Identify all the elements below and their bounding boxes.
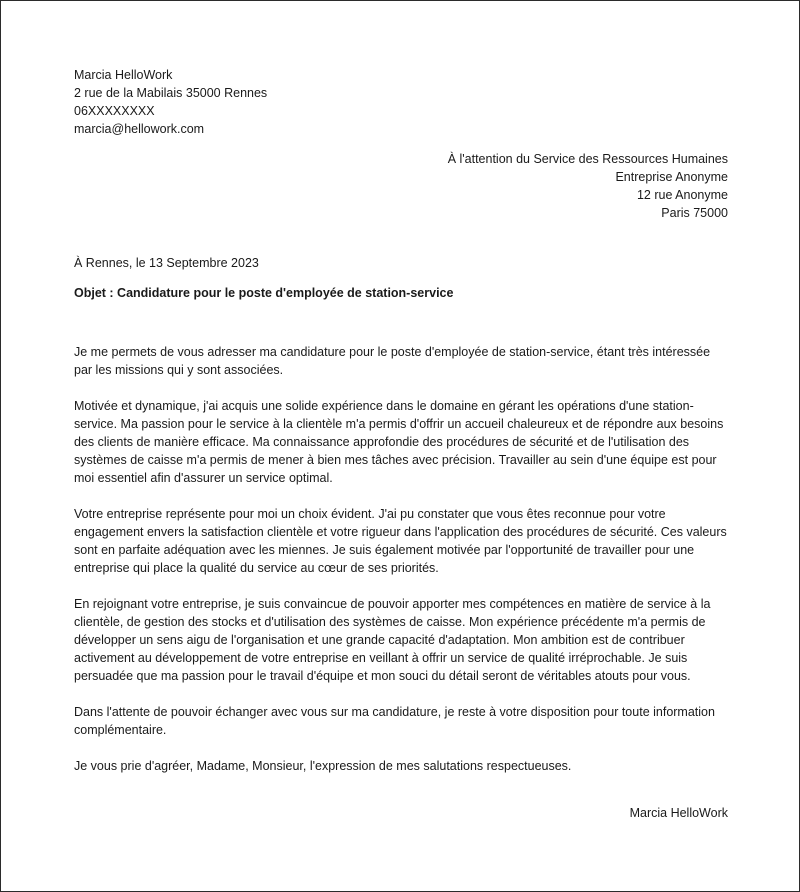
letter-date: À Rennes, le 13 Septembre 2023 [74, 256, 259, 270]
recipient-company: Entreprise Anonyme [615, 170, 728, 184]
letter-subject: Objet : Candidature pour le poste d'employée de station-service [74, 286, 454, 300]
sender-name: Marcia HelloWork [74, 68, 173, 82]
body-paragraph: Votre entreprise représente pour moi un choix évident. J'ai pu constater que vous êtes reconnue pour votre engagement envers la satisfaction clientèle et votre rigueur dans l'application des procédures de sécurité. Ces valeurs sont en parfaite adéquation avec les miennes. Je suis également motivée par l'opportunité de travailler pour une entreprise qui place la qualité du service au cœur de ses priorités. [74, 507, 727, 575]
body-paragraph: En rejoignant votre entreprise, je suis convaincue de pouvoir apporter mes compétences en matière de service à la clientèle, de gestion des stocks et d'utilisation des systèmes de caisse. Mon expérience précédente m'a permis de développer un sens aigu de l'organisation et une grande capacité d'adaptation. Mon ambition est de contribuer activement au développement de votre entreprise en veillant à offrir un service de qualité irréprochable. Je suis persuadée que ma passion pour le travail d'équipe et mon souci du détail seront de véritables atouts pour vous. [74, 597, 711, 683]
sender-phone: 06XXXXXXXX [74, 104, 155, 118]
sender-block [74, 66, 728, 138]
body-paragraph: Motivée et dynamique, j'ai acquis une solide expérience dans le domaine en gérant les opérations d'une station-service. Ma passion pour le service à la clientèle m'a permis d'offrir un accueil chaleureux et de répondre aux besoins des clients de manière efficace. Ma connaissance approfondie des procédures de sécurité et de l'utilisation des systèmes de caisse m'a permis de mener à bien mes tâches avec précision. Travailler au sein d'une équipe est pour moi essentiel afin d'assurer un service optimal. [74, 399, 724, 485]
recipient-block [74, 150, 728, 222]
sender-address: 2 rue de la Mabilais 35000 Rennes [74, 86, 268, 100]
recipient-street: 12 rue Anonyme [636, 188, 728, 202]
recipient-city: Paris 75000 [661, 206, 728, 220]
body-paragraph: Je me permets de vous adresser ma candidature pour le poste d'employée de station-service, étant très intéressée par les missions qui y sont associées. [74, 345, 711, 377]
letter-content [74, 66, 728, 822]
sender-email: marcia@hellowork.com [74, 122, 205, 136]
recipient-attention: À l'attention du Service des Ressources Humaines [447, 152, 728, 166]
closing-formula: Je vous prie d'agréer, Madame, Monsieur, l'expression de mes salutations respectueuses. [74, 759, 572, 773]
letter-body [74, 343, 728, 775]
body-paragraph: Dans l'attente de pouvoir échanger avec vous sur ma candidature, je reste à votre disposition pour toute information complémentaire. [74, 705, 715, 737]
signature: Marcia HelloWork [629, 806, 728, 820]
